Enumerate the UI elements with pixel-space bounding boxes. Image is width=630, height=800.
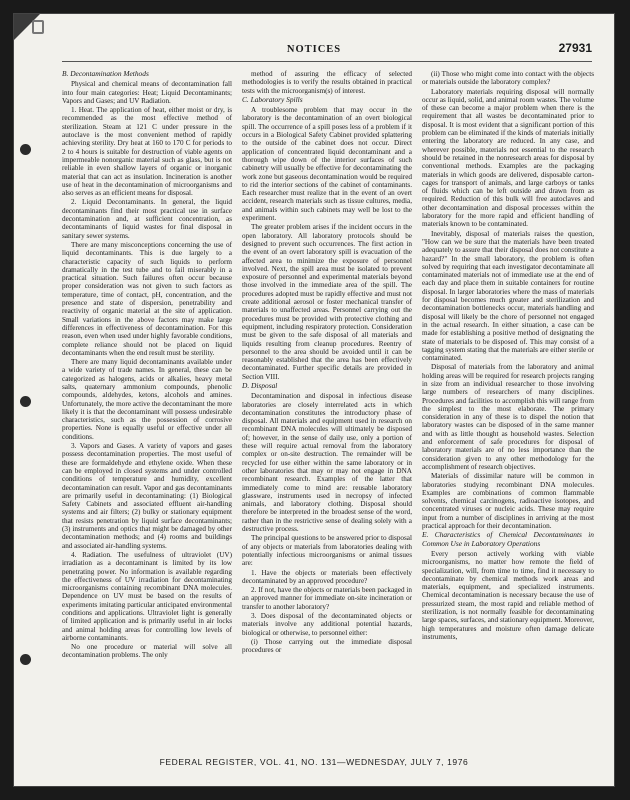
- paragraph: Decontamination and disposal in infectious disease laboratories are closely interrelated acts in which decontamination constitutes the introductory phase of disposal. All materials and equipment used in research on recombinant DNA molecules will ultimately be disposed of; however, in the sense of daily use, only a portion of these will require actual removal from the laboratory complex or on-site destruction. The remainder will be recycled for use either within the same laboratory or in other laboratories that may or may not engage in DNA recombinant research. Examples of the latter that immediately come to mind are: reusable laboratory glassware, instruments used in necropsy of infected animals, and laboratory clothing. Disposal should therefore be interpreted in the broadest sense of the word, rather than in the restrictive sense of dealing solely with a destructive process.: [242, 392, 412, 534]
- paragraph: There are many liquid decontaminants available under a wide variety of trade names. In general, these can be categorized as halogens, acids or alkalies, heavy metal salts, quaternary ammonium compounds, phenolic compounds, aldehydes, ketons, alcohols and amines. Unfortunately, the more active the decontaminant the more likely it is that the decontaminant will possess undesirable characteristics, such as the possession of corrosive properties. None is equally useful or effective under all conditions.: [62, 358, 232, 441]
- paragraph: The principal questions to be answered prior to disposal of any objects or materials from laboratories dealing with potentially infectious microorganisms or animal tissues are:: [242, 534, 412, 568]
- punch-hole: [20, 144, 31, 155]
- document-page: [14, 14, 614, 786]
- section-heading: C. Laboratory Spills: [242, 94, 303, 104]
- section-heading: E. Characteristics of Chemical Decontaminants in Common Use in Laboratory Operations: [422, 530, 594, 548]
- page-footer: FEDERAL REGISTER, VOL. 41, NO. 131—WEDNESDAY, JULY 7, 1976: [159, 757, 469, 767]
- paragraph: 1. Heat. The application of heat, either moist or dry, is recommended as the most effective method of sterilization. Steam at 121 C under pressure in the autoclave is the most convenient method of rapidly achieving sterility. Dry heat at 160 to 170 C for periods to 2 to 4 hours is suitable for destruction of viable agents on impermeable nonorganic material such as glass, but is not reliable in even shallow layers of organic or inorganic material that can act as insulation. Incineration is another use of heat in the decontamination of microorganisms and also serves as an efficient means for disposal.: [62, 106, 232, 198]
- paragraph: 2. Liquid Decontaminants. In general, the liquid decontaminants find their most practical use in surface decontamination and, at sufficient concentration, as decontaminants of liquid wastes for final disposal in sanitary sewer systems.: [62, 198, 232, 240]
- paragraph: Physical and chemical means of decontamination fall into four main categories: Heat; Liquid Decontaminants; Vapors and Gases; and UV Radiation.: [62, 80, 232, 105]
- paragraph: 4. Radiation. The usefulness of ultraviolet (UV) irradiation as a decontaminant is limited by its low penetrating power. No information is available regarding the effectiveness of UV irradiation for decontaminating microorganisms containing recombinant DNA molecules. Dependence on UV must be based on the results of experiments imitating particular anticipated environmental conditions and applications. Ultraviolet light is generally of limited application and is primarily useful in air locks and animal holding areas for controlling low levels of airborne contaminants.: [62, 550, 232, 642]
- section-heading: B. Decontamination Methods: [62, 69, 149, 78]
- paragraph: The greater problem arises if the incident occurs in the open laboratory. All laboratory protocols should be designed to prevent such occurrences. The first action in the event of an overt laboratory spill is evacuation of the affected area to minimize the exposure of personnel involved. Next, the spill area must be isolated to prevent exposure of personnel and experimental materials beyond those involved in the immediate area of the spill. The procedures adopted must be rapidly effective and must not create additional aerosol or foster mechanical transfer of materials to unaffected areas. Personnel carrying out the procedures must be provided with protective clothing and equipment, including respiratory protection. Consideration must be given to the safe disposal of all materials and liquids resulting from cleanup procedures. Reentry of personnel to the area should be avoided until it can be reasonably established that the area has been effectively decontaminated. Further specific details are provided in Section VIII.: [242, 223, 412, 381]
- paragraph: Laboratory materials requiring disposal will normally occur as liquid, solid, and animal room wastes. The volume of these can become a major problem when there is the requirement that all wastes be decontaminated prior to disposal. It is most evident that a significant portion of this problem can be eliminated if the kinds of materials initially entering the laboratory are reduced. In any case, and wherever possible, materials not essential to the research should be retained in the nonresearch areas for disposal by conventional methods. Examples are the packaging materials in which goods are delivered, disposable carton-cages for transport of animals, and large carboys or tanks of fluids which can be left outside and drawn from as required. Reduction of this bulk will free autoclaves and other decontamination and disposal processes within the laboratory for the more rapid and efficient handling of materials known to be contaminated.: [422, 87, 594, 229]
- punch-hole: [20, 654, 31, 665]
- paragraph: 3. Vapors and Gases. A variety of vapors and gases possess decontamination properties. The most useful of these are formaldehyde and ethylene oxide. When these can be employed in closed systems and under controlled conditions of temperature and humidity, excellent decontamination can result. Vapor and gas decontaminants are primarily useful in decontaminating: (1) Biological Safety Cabinets and associated effluent air-handling systems and air filters; (2) bulky or stationary equipment that resists penetration by liquid surface decontaminants; (3) instruments and optics that might be damaged by other decontamination methods; and (4) rooms and buildings and associated air-handling systems.: [62, 442, 232, 550]
- staple-mark: [32, 20, 44, 34]
- paragraph: Materials of dissimilar nature will be common in laboratories studying recombinant DNA molecules. Examples are combinations of common flammable solvents, chemical carcinogens, radioactive isotopes, and concentrated viruses or nucleic acids. These may require input from a number of disciplines in arriving at the most practical approach for their decontamination.: [422, 472, 594, 531]
- section-heading: D. Disposal: [242, 380, 278, 390]
- paragraph: Inevitably, disposal of materials raises the question, "How can we be sure that the materials have been treated adequately to assure that their disposal does not constitute a hazard?" In the small laboratory, the problem is often solved by requiring that each investigator decontaminate all contaminated materials not of immediate use at the end of each day and place them in suitable containers for routine disposal. In larger laboratories where the mass of materials for disposal becomes much greater and sterilization and decontamination bottlenecks occur, materials handling and disposal will likely be the chore of personnel not engaged in the actual research. In either situation, a case can be made for establishing a positive method of designating the state of materials to be disposed of. This may consist of a tagging system stating that the materials are either sterile or contaminated.: [422, 229, 594, 363]
- header-title: NOTICES: [286, 44, 342, 55]
- paragraph: (i) Those carrying out the immediate disposal procedures or: [242, 637, 412, 655]
- paragraph: Every person actively working with viable microorganisms, no matter how remote the field of specialization, will, from time to time, find it necessary to decontaminate by chemical methods work areas and materials, equipment, and specialized instruments. Chemical decontamination is necessary because the use of pressurized steam, the most rapid and reliable method of sterilization, is not normally feasible for decontaminating large spaces, surfaces, and stationary equipment. Moreover, high temperatures and moisture often damage delicate instruments,: [422, 549, 594, 641]
- header-rule: [62, 61, 592, 62]
- text-column-2: [242, 70, 412, 655]
- paragraph: No one procedure or material will solve all decontamination problems. The only: [62, 643, 232, 660]
- text-column-3: [422, 70, 594, 642]
- paragraph: 1. Have the objects or materials been effectively decontaminated by an approved procedure?: [242, 568, 412, 585]
- paragraph: A troublesome problem that may occur in the laboratory is the decontamination of an overt biological spill. The occurrence of a spill poses less of a problem if it occurs in a Biological Safety Cabinet provided splattering to the outside of the cabinet does not occur. Direct application of concentrated liquid decontaminant and a thorough wipe down of the interior surfaces of such cabinetry will usually be effective for decontaminating the work zone but gaseous decontamination would be required to rid the interior sections of the cabinet of contaminants. Each researcher must realize that in the event of an overt accident, research materials such as tissue cultures, media, and animals within such cabinets may well be lost to the experiment.: [242, 106, 412, 223]
- page-header: [14, 41, 614, 60]
- paragraph: 2. If not, have the objects or materials been packaged in an approved manner for immediate on-site incineration or transfer to another laboratory?: [242, 586, 412, 611]
- paragraph: method of assuring the efficacy of selected methodologies is to verify the results obtained in practical tests with the microorganism(s) of interest.: [242, 70, 412, 95]
- punch-hole: [20, 396, 31, 407]
- page-number: 27931: [558, 41, 592, 55]
- paragraph: Disposal of materials from the laboratory and animal holding areas will be required for research projects ranging in size from an individual researcher to those involving large numbers of researchers of many disciplines. Procedures and facilities to accomplish this will range from the simplest to the most elaborate. The primary consideration in any of these is to dispel the notion that laboratory wastes can be disposed of in the same manner and with as little thought as household wastes. Selection and enforcement of safe procedures for disposal of laboratory materials are of no less importance than the consideration given to any other methodology for the accomplishment of research objectives.: [422, 363, 594, 471]
- paragraph: 3. Does disposal of the decontaminated objects or materials involve any additional potential hazards, biological or otherwise, to personnel either:: [242, 612, 412, 637]
- paragraph: (ii) Those who might come into contact with the objects or materials outside the laboratory complex?: [422, 70, 594, 87]
- paragraph: There are many misconceptions concerning the use of liquid decontaminants. This is due largely to a characteristic capacity of such liquids to perform dramatically in the test tube and to fail miserably in a practical situation. Such failures often occur because proper consideration was not given to such factors as temperature, time of contact, pH, concentration, and the presence and state of dispersion, penetrability and reactivity of organic material at the site of application. Small variations in the above factors may make large differences in effectiveness of decontamination. For this reason, even when used under highly favorable conditions, complete reliance should not be placed on liquid decontaminants when the end result must be sterility.: [62, 240, 232, 357]
- text-column-1: [62, 70, 232, 661]
